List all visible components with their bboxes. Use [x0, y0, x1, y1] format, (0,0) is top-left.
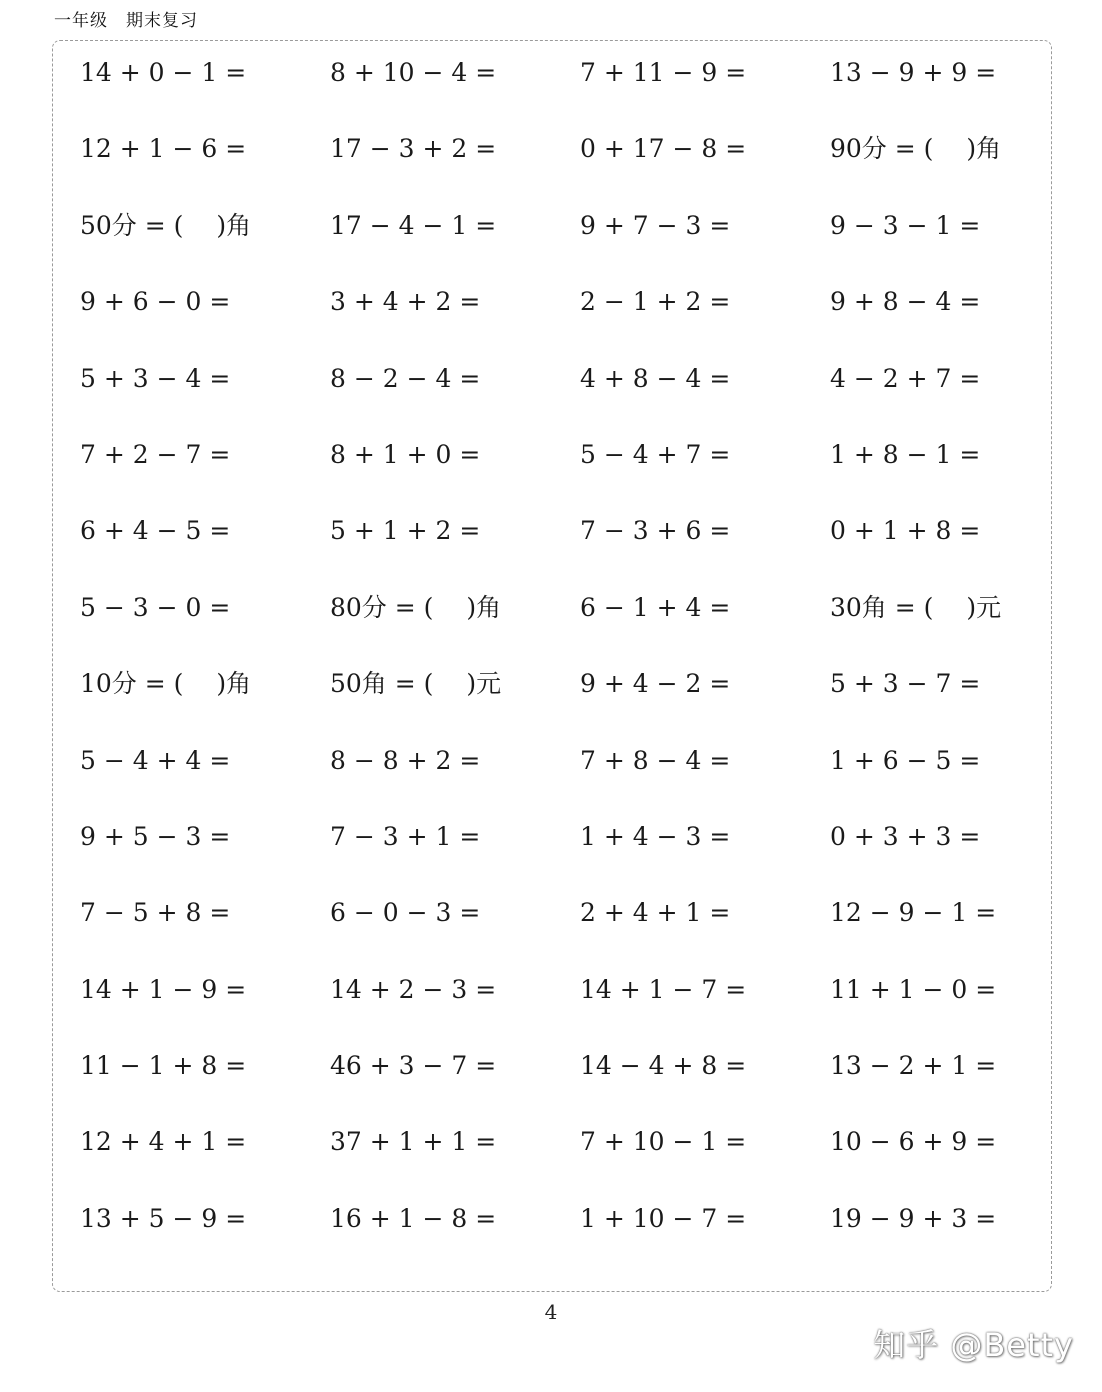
math-problem: 9 + 4 − 2 =	[580, 669, 731, 699]
math-problem: 8 − 2 − 4 =	[330, 363, 481, 393]
math-problem: 5 + 1 + 2 =	[330, 516, 481, 546]
problem-grid	[80, 54, 1080, 1276]
math-problem: 46 + 3 − 7 =	[330, 1051, 497, 1081]
math-problem: 9 + 5 − 3 =	[80, 821, 231, 851]
math-problem: 14 + 1 − 9 =	[80, 974, 247, 1004]
math-problem: 1 + 6 − 5 =	[830, 745, 981, 775]
math-problem: 1 + 10 − 7 =	[580, 1203, 747, 1233]
math-problem: 12 + 4 + 1 =	[80, 1127, 247, 1157]
math-problem: 9 + 8 − 4 =	[830, 287, 981, 317]
math-problem: 3 + 4 + 2 =	[330, 287, 481, 317]
math-problem: 30角 = ( )元	[830, 592, 1002, 622]
math-problem: 8 + 10 − 4 =	[330, 58, 497, 87]
math-problem: 50分 = ( )角	[80, 210, 252, 240]
math-problem: 9 + 6 − 0 =	[80, 287, 231, 317]
math-problem: 14 + 2 − 3 =	[330, 974, 497, 1004]
math-problem: 12 − 9 − 1 =	[830, 898, 997, 928]
watermark: 知乎 @Betty	[873, 1326, 1074, 1364]
math-problem: 6 + 4 − 5 =	[80, 516, 231, 546]
math-problem: 17 − 4 − 1 =	[330, 210, 497, 240]
math-problem: 4 + 8 − 4 =	[580, 363, 731, 393]
math-problem: 13 − 9 + 9 =	[830, 58, 997, 87]
math-problem: 9 + 7 − 3 =	[580, 210, 731, 240]
math-problem: 90分 = ( )角	[830, 134, 1002, 164]
math-problem: 0 + 17 − 8 =	[580, 134, 747, 164]
math-problem: 5 + 3 − 7 =	[830, 669, 981, 699]
math-problem: 7 + 10 − 1 =	[580, 1127, 747, 1157]
math-problem: 7 + 2 − 7 =	[80, 439, 231, 469]
math-problem: 19 − 9 + 3 =	[830, 1203, 997, 1233]
math-problem: 5 + 3 − 4 =	[80, 363, 231, 393]
math-problem: 1 + 8 − 1 =	[830, 439, 981, 469]
math-problem: 10 − 6 + 9 =	[830, 1127, 997, 1157]
math-problem: 6 − 1 + 4 =	[580, 592, 731, 622]
math-problem: 2 + 4 + 1 =	[580, 898, 731, 928]
math-problem: 7 + 8 − 4 =	[580, 745, 731, 775]
math-problem: 17 − 3 + 2 =	[330, 134, 497, 164]
math-problem: 7 + 11 − 9 =	[580, 58, 747, 87]
math-problem: 6 − 0 − 3 =	[330, 898, 481, 928]
math-problem: 10分 = ( )角	[80, 669, 252, 699]
math-problem: 8 + 1 + 0 =	[330, 439, 481, 469]
math-problem: 0 + 1 + 8 =	[830, 516, 981, 546]
math-problem: 1 + 4 − 3 =	[580, 821, 731, 851]
math-problem: 11 − 1 + 8 =	[80, 1051, 247, 1081]
math-problem: 50角 = ( )元	[330, 669, 502, 699]
math-problem: 14 − 4 + 8 =	[580, 1051, 747, 1081]
math-problem: 14 + 0 − 1 =	[80, 58, 247, 87]
math-problem: 4 − 2 + 7 =	[830, 363, 981, 393]
math-problem: 8 − 8 + 2 =	[330, 745, 481, 775]
math-problem: 13 − 2 + 1 =	[830, 1051, 997, 1081]
math-problem: 5 − 3 − 0 =	[80, 592, 231, 622]
math-problem: 37 + 1 + 1 =	[330, 1127, 497, 1157]
math-problem: 2 − 1 + 2 =	[580, 287, 731, 317]
math-problem: 9 − 3 − 1 =	[830, 210, 981, 240]
math-problem: 13 + 5 − 9 =	[80, 1203, 247, 1233]
page-number: 4	[544, 1300, 558, 1324]
math-problem: 0 + 3 + 3 =	[830, 821, 981, 851]
math-problem: 16 + 1 − 8 =	[330, 1203, 497, 1233]
math-problem: 5 − 4 + 7 =	[580, 439, 731, 469]
math-problem: 14 + 1 − 7 =	[580, 974, 747, 1004]
math-problem: 7 − 3 + 1 =	[330, 821, 481, 851]
math-problem: 7 − 3 + 6 =	[580, 516, 731, 546]
math-problem: 11 + 1 − 0 =	[830, 974, 997, 1004]
math-problem: 7 − 5 + 8 =	[80, 898, 231, 928]
math-problem: 5 − 4 + 4 =	[80, 745, 231, 775]
page-header: 一年级 期末复习	[54, 11, 198, 31]
math-problem: 12 + 1 − 6 =	[80, 134, 247, 164]
math-problem: 80分 = ( )角	[330, 592, 502, 622]
